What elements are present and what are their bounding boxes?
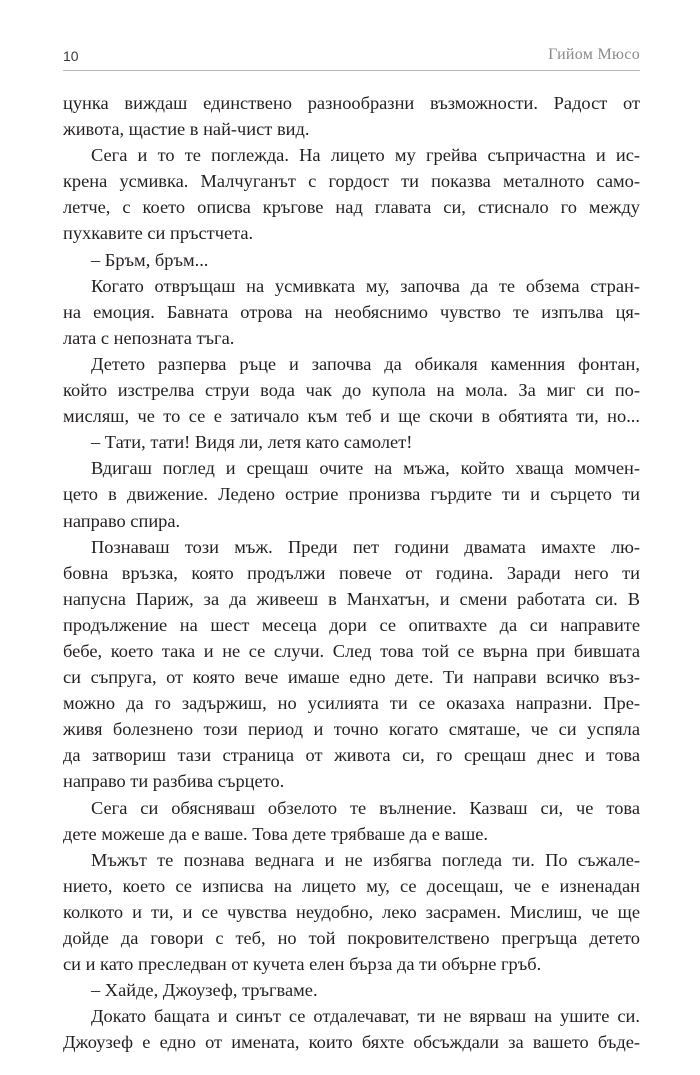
text-line: Сега си обясняваш обзелото те вълнение. Казваш си, че това — [91, 797, 640, 818]
text-line: лата с непозната тъга. — [63, 327, 235, 348]
text-line: си и като преследван от кучета елен бърза да ти обърне гръб. — [63, 954, 542, 975]
text-line: можно да го задържиш, но усилията ти се оказаха напразни. Пре- — [63, 693, 640, 714]
text-line: Мъжът те познава веднага и не избягва погледа ти. По съжале- — [91, 849, 640, 870]
text-line: дете можеше да е ваше. Това дете трябваше да е ваше. — [63, 823, 489, 844]
text-line: който изстрелва струи вода чак до купола на мола. За миг си по- — [63, 380, 640, 401]
text-line: Сега и то те поглежда. На лицето му грейва съпричастна и ис- — [91, 145, 640, 166]
page-number: 10 — [63, 48, 79, 64]
running-header — [63, 44, 640, 71]
text-line: Вдигаш поглед и срещаш очите на мъжа, който хваща момчен- — [91, 458, 640, 479]
text-line: мисляш, че то се е затичало към теб и ще скочи в обятията ти, но... — [63, 406, 640, 427]
text-line: нието, което се изписва на лицето му, се досещаш, че е изненадан — [63, 875, 640, 896]
author-name: Гийом Мюсо — [548, 46, 640, 63]
text-line: летче, с което описва кръгове над главата си, стиснало го между — [63, 197, 640, 218]
text-line: си съпруга, от която вече имаше едно дете. Ти направи всичко въз- — [63, 667, 640, 688]
text-line: живя болезнено този период и точно когато смяташе, че си успяла — [63, 719, 640, 740]
text-line: Детето разперва ръце и започва да обикаля каменния фонтан, — [91, 353, 640, 374]
text-line: – Тати, тати! Видя ли, летя като самолет! — [91, 432, 413, 453]
text-line: Познаваш този мъж. Преди пет години двамата имахте лю- — [91, 536, 640, 557]
text-line: цето в движение. Ледено острие пронизва гърдите ти и сърцето ти — [63, 484, 640, 505]
text-line: на емоция. Бавната отрова на необяснимо чувство те изпълва ця- — [63, 301, 640, 322]
text-line: пухкавите си пръстчета. — [63, 223, 254, 244]
text-line: бовна връзка, която продължи повече от година. Заради него ти — [63, 562, 640, 583]
text-line: крена усмивка. Малчуганът с гордост ти показва металното само- — [63, 171, 640, 192]
text-line: цунка виждаш единствено разнообразни възможности. Радост от — [63, 93, 640, 113]
text-line: – Хайде, Джоузеф, тръгваме. — [91, 980, 318, 1001]
text-line: направо спира. — [63, 510, 181, 531]
body-text — [63, 90, 640, 1055]
text-line: колкото и ти, и се чувства неудобно, леко засрамен. Мислиш, че ще — [63, 901, 640, 922]
text-line: направо ти разбива сърцето. — [63, 771, 285, 792]
text-line: напусна Париж, за да живееш в Манхатън, и смени работата си. В — [63, 588, 640, 609]
text-line: да затвориш тази страница от живота си, го срещаш днес и това — [63, 745, 640, 766]
text-line: продължение на шест месеца дори се опитвахте да си направите — [63, 614, 640, 635]
text-line: живота, щастие в най-чист вид. — [63, 119, 310, 140]
text-line: дойде да говори с теб, но той покровителствено прегръща детето — [63, 928, 640, 948]
text-line: Когато отвръщаш на усмивката му, започва да те обзема стран- — [91, 275, 640, 296]
text-line: бебе, което така и не се случи. След това той се върна при бившата — [63, 640, 640, 661]
text-line: – Бръм, бръм... — [91, 249, 209, 270]
text-line: Джоузеф е едно от имената, които бяхте обсъждали за вашето бъде- — [63, 1032, 640, 1053]
text-line: Докато бащата и синът се отдалечават, ти не вярваш на ушите си. — [91, 1006, 640, 1027]
